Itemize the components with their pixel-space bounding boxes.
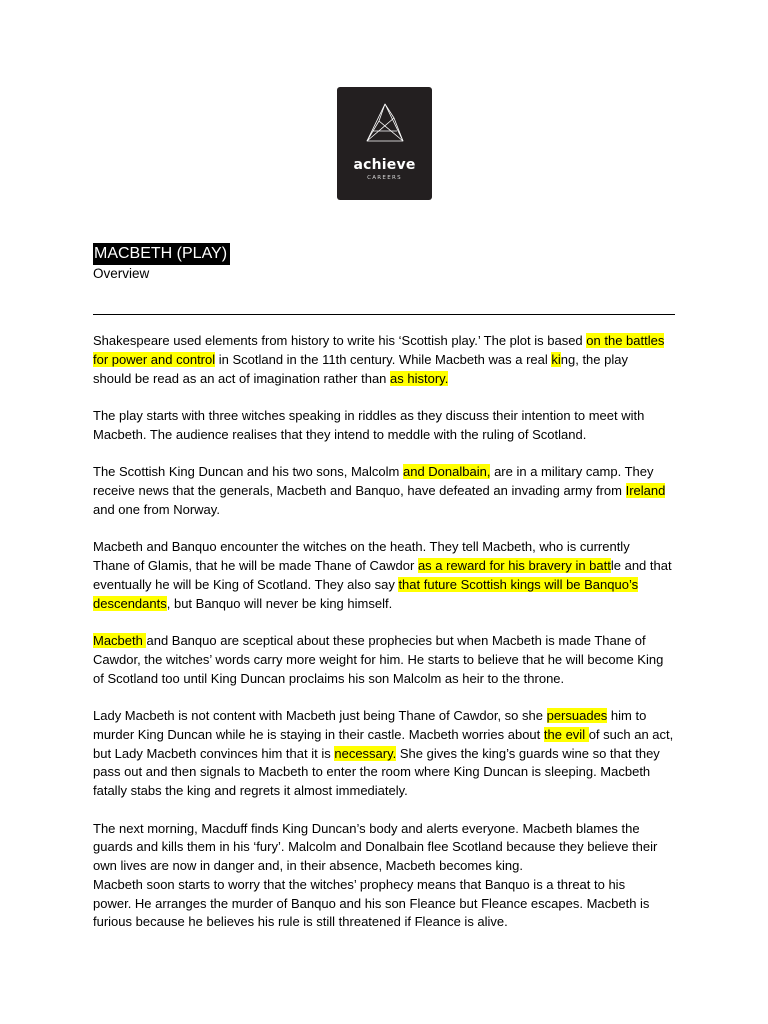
text-run: of such an act, [588, 726, 674, 742]
highlighted-text: and Donalbain, [402, 464, 491, 480]
text-run: Macbeth soon starts to worry that the witches’ prophecy means that Banquo is a threat to his [93, 876, 626, 892]
text-run: guards and kills them in his ‘fury’. Malcolm and Donalbain flee Scotland because they believe their [93, 839, 658, 855]
text-run: and one from Norway. [93, 501, 220, 517]
highlighted-text: Macbeth [93, 633, 147, 648]
text-run: Macbeth. The audience realises that they intend to meddle with the ruling of Scotland. [93, 426, 587, 442]
text-run: him to [607, 708, 647, 723]
text-line [93, 670, 677, 689]
text-run: The play starts with three witches speaking in riddles as they discuss their intention to meet with [93, 408, 645, 423]
document-body [93, 332, 677, 932]
text-line [93, 895, 677, 914]
text-line [93, 707, 677, 726]
text-run: ng, the play [560, 351, 628, 367]
text-run: le and that [610, 558, 672, 573]
paragraph [93, 463, 677, 519]
text-line [93, 370, 677, 389]
highlighted-text: for power and control [93, 351, 216, 367]
text-run: in Scotland in the 11th century. While Macbeth was a real [215, 351, 552, 367]
logo-mark-icon [337, 87, 432, 200]
text-run: The next morning, Macduff finds King Duncan’s body and alerts everyone. Macbeth blames the [93, 820, 640, 836]
achieve-careers-logo [337, 87, 432, 200]
text-line [93, 651, 677, 670]
highlighted-text: that future Scottish kings will be Banquo’s [398, 576, 639, 592]
paragraph [93, 538, 677, 613]
divider [93, 314, 675, 315]
text-run: and Banquo are sceptical about these prophecies but when Macbeth is made Thane of [146, 633, 646, 648]
highlighted-text: ki [551, 351, 561, 367]
highlighted-text: as history. [390, 370, 449, 386]
highlighted-text: descendants [93, 595, 167, 611]
text-run: should be read as an act of imagination rather than [93, 370, 391, 386]
text-run: eventually he will be King of Scotland. They also say [93, 576, 399, 592]
text-line [93, 576, 677, 595]
text-run: receive news that the generals, Macbeth and Banquo, have defeated an invading army from [93, 483, 626, 498]
text-line [93, 763, 677, 782]
text-run: of Scotland too until King Duncan proclaims his son Malcolm as heir to the throne. [93, 670, 565, 686]
text-line [93, 820, 677, 839]
paragraph [93, 332, 677, 388]
logo-sub-text: CAREERS [367, 175, 402, 181]
text-run: power. He arranges the murder of Banquo and his son Fleance but Fleance escapes. Macbeth is [93, 895, 650, 911]
text-run: own lives are now in danger and, in their absence, Macbeth becomes king. [93, 858, 523, 873]
paragraph [93, 707, 677, 801]
text-run: Cawdor, the witches’ words carry more weight for him. He starts to believe that he will become King [93, 651, 664, 667]
highlighted-text: necessary. [334, 745, 397, 761]
page-subtitle: Overview [93, 266, 150, 281]
text-line [93, 876, 677, 895]
text-run: Thane of Glamis, that he will be made Thane of Cawdor [93, 558, 418, 573]
paragraph [93, 876, 677, 932]
text-line [93, 351, 677, 370]
text-line [93, 838, 677, 857]
text-line [93, 332, 677, 351]
page-title: MACBETH (PLAY) [93, 243, 230, 265]
text-line [93, 426, 677, 445]
text-line [93, 913, 677, 932]
text-line [93, 463, 677, 482]
text-line [93, 857, 677, 876]
text-run: , but Banquo will never be king himself. [166, 595, 393, 611]
text-line [93, 501, 677, 520]
text-line [93, 407, 677, 426]
text-line [93, 632, 677, 651]
text-run: She gives the king’s guards wine so that they [396, 745, 660, 761]
text-line [93, 538, 677, 557]
text-run: furious because he believes his rule is still threatened if Fleance is alive. [93, 914, 508, 930]
paragraph [93, 820, 677, 876]
highlighted-text: the evil [543, 726, 589, 742]
text-run: but Lady Macbeth convinces him that it is [93, 745, 335, 761]
paragraph [93, 632, 677, 688]
text-run: Shakespeare used elements from history to write his ‘Scottish play.’ The plot is based [93, 333, 587, 348]
text-line [93, 557, 677, 576]
text-run: Macbeth and Banquo encounter the witches on the heath. They tell Macbeth, who is currently [93, 539, 630, 555]
highlighted-text: as a reward for his bravery in batt [417, 558, 611, 573]
text-run: pass out and then signals to Macbeth to enter the room where King Duncan is sleeping. Macbeth [93, 764, 651, 780]
highlighted-text: Ireland [625, 483, 666, 498]
text-run: The Scottish King Duncan and his two sons, Malcolm [93, 464, 403, 480]
text-run: murder King Duncan while he is staying in their castle. Macbeth worries about [93, 726, 544, 742]
text-run: fatally stabs the king and regrets it almost immediately. [93, 783, 408, 798]
paragraph [93, 407, 677, 445]
logo-brand-text: achieve [353, 157, 416, 173]
text-run: are in a military camp. They [490, 464, 654, 480]
text-run: Lady Macbeth is not content with Macbeth just being Thane of Cawdor, so she [93, 708, 547, 723]
highlighted-text: on the battles [586, 333, 665, 348]
text-line [93, 726, 677, 745]
text-line [93, 595, 677, 614]
text-line [93, 482, 677, 501]
text-line [93, 745, 677, 764]
text-line [93, 782, 677, 801]
highlighted-text: persuades [546, 708, 608, 723]
